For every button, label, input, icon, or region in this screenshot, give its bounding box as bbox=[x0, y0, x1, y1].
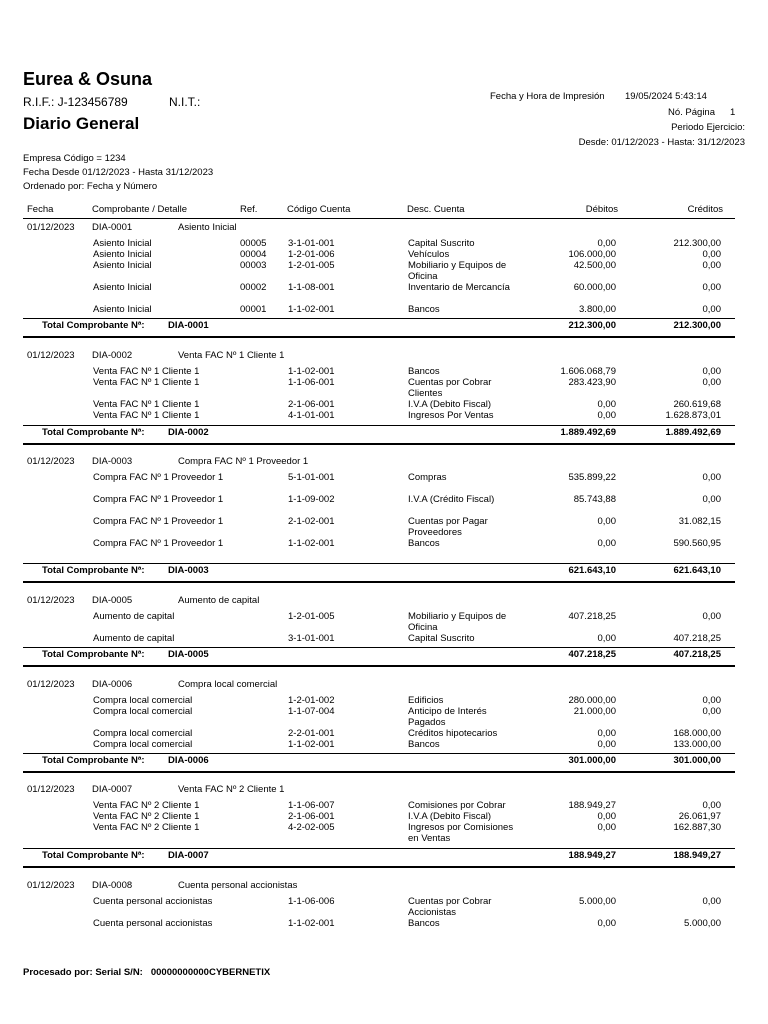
line-debit: 60.000,00 bbox=[573, 282, 616, 293]
line-detail: Venta FAC Nº 2 Cliente 1 bbox=[93, 822, 200, 833]
line-account-code: 1-1-02-001 bbox=[288, 366, 335, 377]
line-credit: 212.300,00 bbox=[673, 238, 721, 249]
line-account-desc: Edificios bbox=[408, 695, 444, 706]
col-account-code: Código Cuenta bbox=[287, 204, 351, 215]
report-title: Diario General bbox=[23, 114, 140, 133]
line-detail: Asiento Inicial bbox=[93, 304, 152, 315]
line-account-desc: Cuentas por Cobrar Accionistas bbox=[408, 896, 492, 918]
print-datetime-value: 19/05/2024 5:43:14 bbox=[625, 91, 707, 102]
line-detail: Venta FAC Nº 1 Cliente 1 bbox=[93, 399, 200, 410]
total-rule-bottom bbox=[23, 866, 735, 868]
line-detail: Compra FAC Nº 1 Proveedor 1 bbox=[93, 516, 224, 527]
line-debit: 0,00 bbox=[597, 538, 616, 549]
line-credit: 31.082,15 bbox=[678, 516, 721, 527]
line-account-desc: I.V.A (Debito Fiscal) bbox=[408, 811, 492, 822]
page-number-label: Nó. Página bbox=[668, 107, 716, 118]
col-account-desc: Desc. Cuenta bbox=[407, 204, 465, 215]
line-debit: 0,00 bbox=[597, 739, 616, 750]
line-account-code: 1-2-01-005 bbox=[288, 611, 335, 622]
company-name: Eurea & Osuna bbox=[23, 69, 153, 89]
total-debit: 188.949,27 bbox=[568, 850, 616, 861]
line-debit: 0,00 bbox=[597, 410, 616, 421]
line-account-desc: Bancos bbox=[408, 304, 440, 315]
voucher-description: Venta FAC Nº 2 Cliente 1 bbox=[178, 784, 285, 795]
line-account-code: 5-1-01-001 bbox=[288, 472, 335, 483]
voucher-description: Compra FAC Nº 1 Proveedor 1 bbox=[178, 456, 309, 467]
line-account-desc: Anticipo de Interés Pagados bbox=[408, 706, 487, 728]
line-credit: 0,00 bbox=[702, 695, 721, 706]
line-credit: 1.628.873,01 bbox=[665, 410, 721, 421]
line-account-desc: Vehículos bbox=[408, 249, 450, 260]
voucher-description: Venta FAC Nº 1 Cliente 1 bbox=[178, 350, 285, 361]
line-account-desc: Capital Suscrito bbox=[408, 238, 475, 249]
total-label: Total Comprobante Nª: bbox=[42, 320, 145, 331]
line-account-code: 4-1-01-001 bbox=[288, 410, 335, 421]
period-label: Periodo Ejercicio: bbox=[671, 122, 745, 133]
line-account-desc: Bancos bbox=[408, 739, 440, 750]
filter-company-code: Empresa Código = 1234 bbox=[23, 153, 126, 164]
line-debit: 280.000,00 bbox=[568, 695, 616, 706]
voucher-number: DIA-0005 bbox=[92, 595, 133, 606]
footer-serial: 00000000000CYBERNETIX bbox=[150, 967, 271, 978]
total-voucher-number: DIA-0007 bbox=[168, 850, 209, 861]
total-rule-top bbox=[23, 318, 735, 319]
total-credit: 621.643,10 bbox=[673, 565, 721, 576]
line-detail: Compra local comercial bbox=[93, 695, 193, 706]
total-rule-bottom bbox=[23, 771, 735, 773]
line-detail: Compra FAC Nº 1 Proveedor 1 bbox=[93, 494, 224, 505]
total-rule-top bbox=[23, 848, 735, 849]
line-credit: 590.560,95 bbox=[673, 538, 721, 549]
total-voucher-number: DIA-0006 bbox=[168, 755, 209, 766]
line-account-desc: Bancos bbox=[408, 918, 440, 929]
line-credit: 0,00 bbox=[702, 706, 721, 717]
line-account-code: 2-1-02-001 bbox=[288, 516, 335, 527]
total-rule-bottom bbox=[23, 665, 735, 667]
col-debits: Débitos bbox=[585, 204, 618, 215]
line-ref: 00003 bbox=[240, 260, 267, 271]
line-credit: 5.000,00 bbox=[684, 918, 721, 929]
line-debit: 0,00 bbox=[597, 822, 616, 833]
total-debit: 1.889.492,69 bbox=[560, 427, 616, 438]
total-voucher-number: DIA-0005 bbox=[168, 649, 209, 660]
total-rule-bottom bbox=[23, 581, 735, 583]
voucher-number: DIA-0003 bbox=[92, 456, 133, 467]
col-ref: Ref. bbox=[240, 204, 258, 215]
line-detail: Compra local comercial bbox=[93, 739, 193, 750]
line-credit: 0,00 bbox=[702, 377, 721, 388]
voucher-description: Compra local comercial bbox=[178, 679, 278, 690]
total-rule-top bbox=[23, 647, 735, 648]
line-account-desc: I.V.A (Crédito Fiscal) bbox=[408, 494, 495, 505]
line-account-desc: Cuentas por Pagar Proveedores bbox=[408, 516, 488, 538]
footer-processed-by bbox=[23, 967, 270, 978]
line-detail: Venta FAC Nº 1 Cliente 1 bbox=[93, 410, 200, 421]
voucher-number: DIA-0006 bbox=[92, 679, 133, 690]
col-voucher: Comprobante / Detalle bbox=[92, 204, 188, 215]
line-debit: 407.218,25 bbox=[568, 611, 616, 622]
line-detail: Compra FAC Nº 1 Proveedor 1 bbox=[93, 472, 224, 483]
line-credit: 0,00 bbox=[702, 282, 721, 293]
total-credit: 407.218,25 bbox=[673, 649, 721, 660]
line-detail: Compra local comercial bbox=[93, 728, 193, 739]
line-account-code: 1-1-06-006 bbox=[288, 896, 335, 907]
line-debit: 535.899,22 bbox=[568, 472, 616, 483]
total-debit: 407.218,25 bbox=[568, 649, 616, 660]
line-account-desc: Mobiliario y Equipos de Oficina bbox=[408, 611, 507, 633]
total-label: Total Comprobante Nª: bbox=[42, 850, 145, 861]
line-credit: 0,00 bbox=[702, 472, 721, 483]
company-rif: R.I.F.: J-123456789 bbox=[23, 95, 128, 109]
voucher-date: 01/12/2023 bbox=[27, 784, 75, 795]
line-account-desc: Ingresos por Comisiones en Ventas bbox=[408, 822, 514, 844]
line-account-code: 1-1-08-001 bbox=[288, 282, 335, 293]
line-account-code: 1-1-02-001 bbox=[288, 918, 335, 929]
line-account-code: 1-2-01-005 bbox=[288, 260, 335, 271]
total-rule-top bbox=[23, 753, 735, 754]
voucher-date: 01/12/2023 bbox=[27, 679, 75, 690]
line-credit: 133.000,00 bbox=[673, 739, 721, 750]
line-detail: Venta FAC Nº 1 Cliente 1 bbox=[93, 366, 200, 377]
total-rule-top bbox=[23, 563, 735, 564]
line-account-desc: Cuentas por Cobrar Clientes bbox=[408, 377, 492, 399]
line-account-desc: Créditos hipotecarios bbox=[408, 728, 498, 739]
voucher-description: Cuenta personal accionistas bbox=[178, 880, 298, 891]
line-debit: 0,00 bbox=[597, 918, 616, 929]
total-voucher-number: DIA-0002 bbox=[168, 427, 209, 438]
print-datetime-label: Fecha y Hora de Impresión bbox=[490, 91, 605, 102]
line-account-code: 1-1-02-001 bbox=[288, 739, 335, 750]
total-debit: 621.643,10 bbox=[568, 565, 616, 576]
line-debit: 3.800,00 bbox=[579, 304, 616, 315]
line-detail: Cuenta personal accionistas bbox=[93, 918, 213, 929]
voucher-description: Aumento de capital bbox=[178, 595, 260, 606]
total-label: Total Comprobante Nª: bbox=[42, 565, 145, 576]
line-account-code: 2-2-01-001 bbox=[288, 728, 335, 739]
voucher-number: DIA-0001 bbox=[92, 222, 133, 233]
line-account-desc: Inventario de Mercancía bbox=[408, 282, 510, 293]
total-rule-bottom bbox=[23, 336, 735, 338]
line-debit: 106.000,00 bbox=[568, 249, 616, 260]
line-debit: 5.000,00 bbox=[579, 896, 616, 907]
col-date: Fecha bbox=[27, 204, 54, 215]
line-detail: Aumento de capital bbox=[93, 611, 175, 622]
line-account-code: 1-1-06-001 bbox=[288, 377, 335, 388]
line-detail: Aumento de capital bbox=[93, 633, 175, 644]
line-account-code: 1-1-02-001 bbox=[288, 538, 335, 549]
line-account-code: 1-1-07-004 bbox=[288, 706, 335, 717]
company-nit: N.I.T.: bbox=[169, 95, 201, 109]
total-debit: 212.300,00 bbox=[568, 320, 616, 331]
line-credit: 0,00 bbox=[702, 800, 721, 811]
page-number-value: 1 bbox=[730, 107, 736, 118]
line-account-desc: Capital Suscrito bbox=[408, 633, 475, 644]
line-debit: 0,00 bbox=[597, 633, 616, 644]
total-rule-top bbox=[23, 425, 735, 426]
line-detail: Cuenta personal accionistas bbox=[93, 896, 213, 907]
filter-order-by: Ordenado por: Fecha y Número bbox=[23, 181, 158, 192]
line-account-desc: Bancos bbox=[408, 366, 440, 377]
total-credit: 1.889.492,69 bbox=[665, 427, 721, 438]
footer-label: Procesado por: Serial S/N: bbox=[23, 967, 143, 978]
line-detail: Venta FAC Nº 2 Cliente 1 bbox=[93, 800, 200, 811]
line-credit: 0,00 bbox=[702, 366, 721, 377]
line-credit: 26.061,97 bbox=[678, 811, 721, 822]
line-credit: 0,00 bbox=[702, 896, 721, 907]
voucher-date: 01/12/2023 bbox=[27, 456, 75, 467]
total-voucher-number: DIA-0003 bbox=[168, 565, 209, 576]
total-label: Total Comprobante Nª: bbox=[42, 427, 145, 438]
voucher-date: 01/12/2023 bbox=[27, 222, 75, 233]
line-debit: 42.500,00 bbox=[573, 260, 616, 271]
line-account-code: 3-1-01-001 bbox=[288, 238, 335, 249]
filter-date-range: Fecha Desde 01/12/2023 - Hasta 31/12/2023 bbox=[23, 167, 214, 178]
line-detail: Venta FAC Nº 2 Cliente 1 bbox=[93, 811, 200, 822]
line-account-desc: Compras bbox=[408, 472, 447, 483]
voucher-number: DIA-0008 bbox=[92, 880, 133, 891]
line-account-desc: I.V.A (Debito Fiscal) bbox=[408, 399, 492, 410]
line-detail: Asiento Inicial bbox=[93, 238, 152, 249]
line-detail: Asiento Inicial bbox=[93, 282, 152, 293]
total-voucher-number: DIA-0001 bbox=[168, 320, 209, 331]
line-account-desc: Mobiliario y Equipos de Oficina bbox=[408, 260, 507, 282]
total-label: Total Comprobante Nª: bbox=[42, 755, 145, 766]
line-debit: 188.949,27 bbox=[568, 800, 616, 811]
voucher-number: DIA-0002 bbox=[92, 350, 133, 361]
voucher-description: Asiento Inicial bbox=[178, 222, 237, 233]
voucher-date: 01/12/2023 bbox=[27, 880, 75, 891]
line-debit: 21.000,00 bbox=[573, 706, 616, 717]
line-account-code: 1-1-02-001 bbox=[288, 304, 335, 315]
line-credit: 0,00 bbox=[702, 304, 721, 315]
line-account-code: 1-1-06-007 bbox=[288, 800, 335, 811]
line-detail: Asiento Inicial bbox=[93, 260, 152, 271]
line-account-code: 1-2-01-006 bbox=[288, 249, 335, 260]
line-credit: 407.218,25 bbox=[673, 633, 721, 644]
line-detail: Asiento Inicial bbox=[93, 249, 152, 260]
line-account-desc: Bancos bbox=[408, 538, 440, 549]
line-account-code: 1-2-01-002 bbox=[288, 695, 335, 706]
line-account-code: 3-1-01-001 bbox=[288, 633, 335, 644]
line-detail: Compra FAC Nº 1 Proveedor 1 bbox=[93, 538, 224, 549]
total-label: Total Comprobante Nª: bbox=[42, 649, 145, 660]
total-credit: 301.000,00 bbox=[673, 755, 721, 766]
line-ref: 00005 bbox=[240, 238, 267, 249]
line-debit: 0,00 bbox=[597, 238, 616, 249]
line-debit: 1.606.068,79 bbox=[560, 366, 616, 377]
line-debit: 0,00 bbox=[597, 811, 616, 822]
total-rule-bottom bbox=[23, 443, 735, 445]
line-credit: 0,00 bbox=[702, 611, 721, 622]
line-account-desc: Ingresos Por Ventas bbox=[408, 410, 494, 421]
line-credit: 0,00 bbox=[702, 260, 721, 271]
voucher-date: 01/12/2023 bbox=[27, 595, 75, 606]
line-account-code: 1-1-09-002 bbox=[288, 494, 335, 505]
line-debit: 0,00 bbox=[597, 516, 616, 527]
line-account-code: 4-2-02-005 bbox=[288, 822, 335, 833]
line-account-desc: Comisiones por Cobrar bbox=[408, 800, 506, 811]
total-debit: 301.000,00 bbox=[568, 755, 616, 766]
period-value: Desde: 01/12/2023 - Hasta: 31/12/2023 bbox=[578, 137, 745, 148]
line-ref: 00002 bbox=[240, 282, 267, 293]
line-detail: Compra local comercial bbox=[93, 706, 193, 717]
line-detail: Venta FAC Nº 1 Cliente 1 bbox=[93, 377, 200, 388]
voucher-number: DIA-0007 bbox=[92, 784, 133, 795]
voucher-date: 01/12/2023 bbox=[27, 350, 75, 361]
total-credit: 188.949,27 bbox=[673, 850, 721, 861]
line-credit: 162.887,30 bbox=[673, 822, 721, 833]
line-debit: 0,00 bbox=[597, 728, 616, 739]
line-credit: 0,00 bbox=[702, 249, 721, 260]
col-credits: Créditos bbox=[687, 204, 723, 215]
line-ref: 00004 bbox=[240, 249, 267, 260]
line-account-code: 2-1-06-001 bbox=[288, 811, 335, 822]
total-credit: 212.300,00 bbox=[673, 320, 721, 331]
line-credit: 260.619,68 bbox=[673, 399, 721, 410]
line-credit: 168.000,00 bbox=[673, 728, 721, 739]
line-debit: 283.423,90 bbox=[568, 377, 616, 388]
line-debit: 0,00 bbox=[597, 399, 616, 410]
line-ref: 00001 bbox=[240, 304, 267, 315]
line-account-code: 2-1-06-001 bbox=[288, 399, 335, 410]
line-debit: 85.743,88 bbox=[573, 494, 616, 505]
line-credit: 0,00 bbox=[702, 494, 721, 505]
